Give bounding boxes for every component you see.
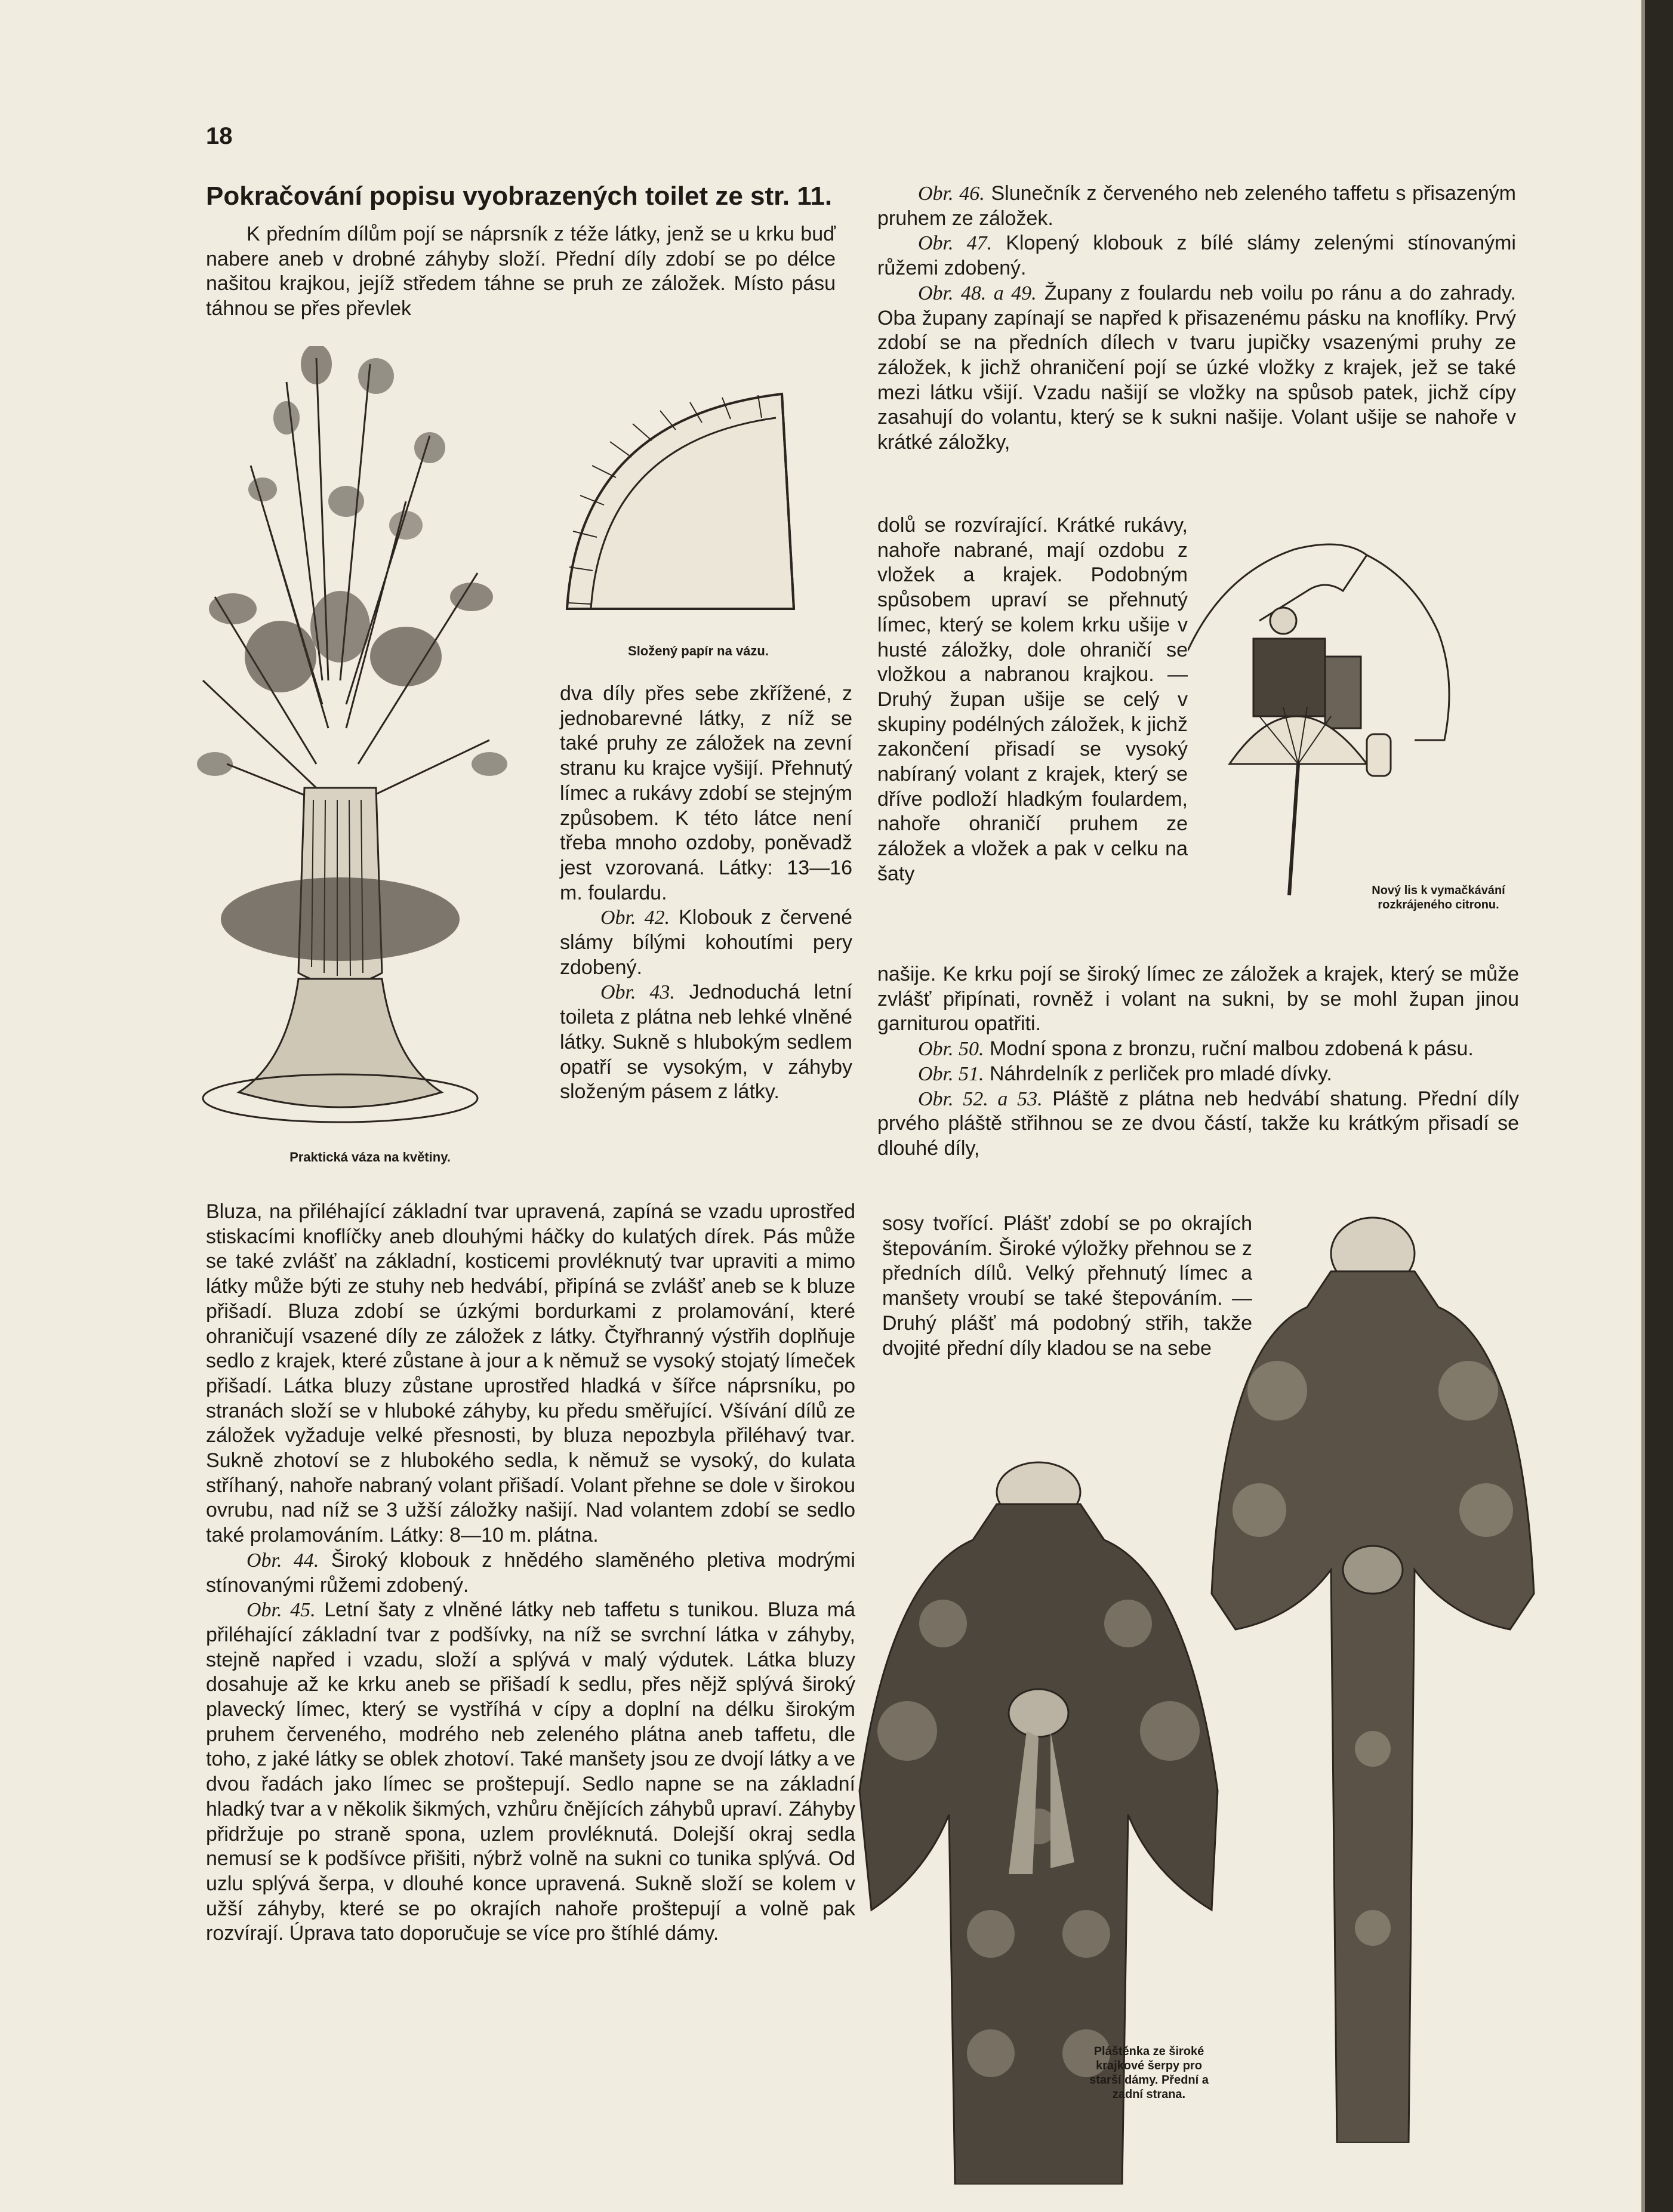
page-edge xyxy=(1641,0,1673,2212)
middle-column-text xyxy=(560,682,852,1105)
paragraph: Obr. 42. Klobouk z červené slámy bílými kohoutími pery zdobený. xyxy=(560,906,852,979)
paragraph: Obr. 46. Slunečník z červeného neb zeleného taffetu s přisazeným pruhem ze záložek. xyxy=(877,182,1516,230)
paper-caption: Složený papír na vázu. xyxy=(628,643,769,658)
vase-caption: Praktická váza na květiny. xyxy=(289,1150,451,1164)
paragraph: Obr. 51. Náhrdelník z perliček pro mladé dívky. xyxy=(918,1062,1332,1085)
right-narrow-text-2 xyxy=(882,1212,1252,1361)
paragraph: Obr. 47. Klopený klobouk z bílé slámy zelenými stínovanými růžemi zdobený. xyxy=(877,232,1516,280)
capes-caption: Pláštěnka ze široké krajkové šerpy pro starší dámy. Přední a zadní strana. xyxy=(1089,2045,1209,2101)
paragraph: Obr. 52. a 53. Pláště z plátna neb hedvábí shatung. Přední díly prvého pláště střihnou se ze dvou částí, takže ku krátkým přisadí se dlouhé díly, xyxy=(877,1087,1519,1160)
left-bottom-text xyxy=(206,1200,855,1946)
paragraph: dolů se rozvírající. Krátké rukávy, nahoře nabrané, mají ozdobu z vložek a krajek. Podobným spůsobem upraví se přehnutý límec, který se kolem krku ušije v husté záložky, dole ohraničí se vložkou a nabranou krajkou. — Druhý župan ušije se celý v skupiny podélných záložek, k jichž zakončení přisadí se vysoký nabíraný volant z krajek, který se dříve podloží hladkým foulardem, nahoře ohraničí pruhem ze záložek a vložek a pak v celku na šaty xyxy=(877,514,1188,885)
paragraph: Obr. 48. a 49. Župany z foulardu neb voilu po ránu a do zahrady. Oba župany zapínají se napřed k přisazenému pásku na knoflíky. Prvý zdobí se na předních dílech v tvaru jupičky vsazenými pruhy ze záložek, k jichž ohraničení pojí se úzké vložky z krajek, jež se také mezi látku všijí. Vzadu našijí se vložky na spůsob patek, jichž cípy zasahují do volantu, který se k sukni našije. Volant ušije se nahoře v krátké záložky, xyxy=(877,281,1516,454)
folded-paper-illustration xyxy=(555,370,806,621)
section-heading: Pokračování popisu vyobrazených toilet ze str. 11. xyxy=(206,181,833,211)
right-mid-text xyxy=(877,962,1519,1162)
left-top-text xyxy=(206,222,836,322)
right-top-text xyxy=(877,181,1516,455)
right-narrow-text xyxy=(877,513,1188,887)
paragraph: našije. Ke krku pojí se široký límec ze záložek a krajek, který se může zvlášť připínati, rovněž i volant na sukni, by se mohl župan jinou garniturou opatřiti. xyxy=(877,963,1519,1036)
page-number: 18 xyxy=(206,123,233,149)
paragraph: Bluza, na přiléhající základní tvar upravená, zapíná se vzadu uprostřed stiskacími knoflíčky aneb dlouhými háčky do kulatých dírek. Pás může se také zvlášť na základní, kosticemi provléknutý tvar upraviti a mimo látky může býti ze stuhy neb hedvábí, připíná se zvlášť aneb se k bluze přišadí. Bluza zdobí se úzkými bordurkami z prolamování, které ohraničují vsazené díly ze záložek z látky. Čtyřhranný výstřih doplňuje sedlo z krajek, které zůstane à jour a k němuž se vysoký stojatý límeček přišadí. Látka bluzy zůstane uprostřed hladká v šířce náprsníku, po stranách složí se v hluboké záhyby, ku předu směřující. Všívání dílů ze záložek vyžaduje velké přesnosti, by bluza nepozbyla přiléhavý tvar. Sukně zhotoví se z hlubokého sedla, k němuž se vysoký, do kulata stříhaný, nahoře nabraný volant přišadí. Volant přehne se dole v širokou ovrubu, nad níž se 3 užší záložky našijí. Nad volantem zdobí se sedlo také prolamováním. Látky: 8—10 m. plátna. xyxy=(206,1200,855,1547)
lemon-caption: Nový lis k vymačkávání rozkrájeného citronu. xyxy=(1372,884,1505,911)
flower-vase-illustration xyxy=(179,346,537,1134)
paragraph: Obr. 45. Letní šaty z vlněné látky neb taffetu s tunikou. Bluza má přiléhající základní tvar z podšívky, na níž se svrchní látka v záhyby, stejně napřed i vzadu, složí a splývá v malý výdutek. Látka bluzy dosahuje až ke krku aneb se přišadí k sedlu, přes nějž splývá široký plavecký límec, který se vystříhá v cípy a doplní na délku širokým pruhem červeného, modrého neb zeleného plátna aneb taffetu, dle toho, z jaké látky se oblek zhotoví. Také manšety jsou ze dvojí látky a ve dvou řadách jako límec se proštepují. Sedlo napne se na základní hladký tvar a v několik šikmých, vzhůru čnějících záhybů upraví. Záhyby přidržuje po straně spona, uzlem provléknutá. Dolejší okraj sedla nemusí se k podšívce přišiti, nýbrž volně na sukni co tunika splývá. Od uzlu splývá šerpa, v dlouhé konce upravená. Sukně složí se kolem v užší záhyby, které se po okrajích nahoře proštepují a volně pak rozvírají. Úprava tato doporučuje se více pro štíhlé dámy. xyxy=(206,1598,855,1945)
paragraph: dva díly přes sebe zkřížené, z jednobarevné látky, z níž se také pruhy ze záložek na zevní stranu ku krajce vyšijí. Přehnutý límec a rukávy zdobí se stejným způsobem. K této látce není třeba mnoho ozdoby, poněvadž jest vzorovaná. Látky: 13—16 m. foulardu. xyxy=(560,682,852,904)
paragraph: Obr. 43. Jednoduchá letní toileta z plátna neb lehké vlněné látky. Sukně s hlubokým sedlem opatří se vysokým, v záhyby složeným pásem z látky. xyxy=(560,981,852,1104)
paragraph: K předním dílům pojí se náprsník z téže látky, jenž se u krku buď nabere aneb v drobné záhyby složí. Přední díly zdobí se po délce našitou krajkou, jejíž středem táhne se pruh ze záložek. Místo pásu táhnou se přes převlek xyxy=(206,223,836,321)
paragraph: Obr. 50. Modní spona z bronzu, ruční malbou zdobená k pásu. xyxy=(918,1037,1474,1061)
paragraph: sosy tvořící. Plášť zdobí se po okrajích štepováním. Široké výložky přehnou se z předních dílů. Velký přehnutý límec a manšety vroubí se také štepováním. — Druhý plášť má podobný střih, takže dvojité přední díly kladou se na sebe xyxy=(882,1212,1252,1360)
lace-cape-back-illustration xyxy=(1200,1212,1546,2143)
paragraph: Obr. 44. Široký klobouk z hnědého slaměného pletiva modrými stínovanými růžemi zdobený. xyxy=(206,1548,855,1597)
